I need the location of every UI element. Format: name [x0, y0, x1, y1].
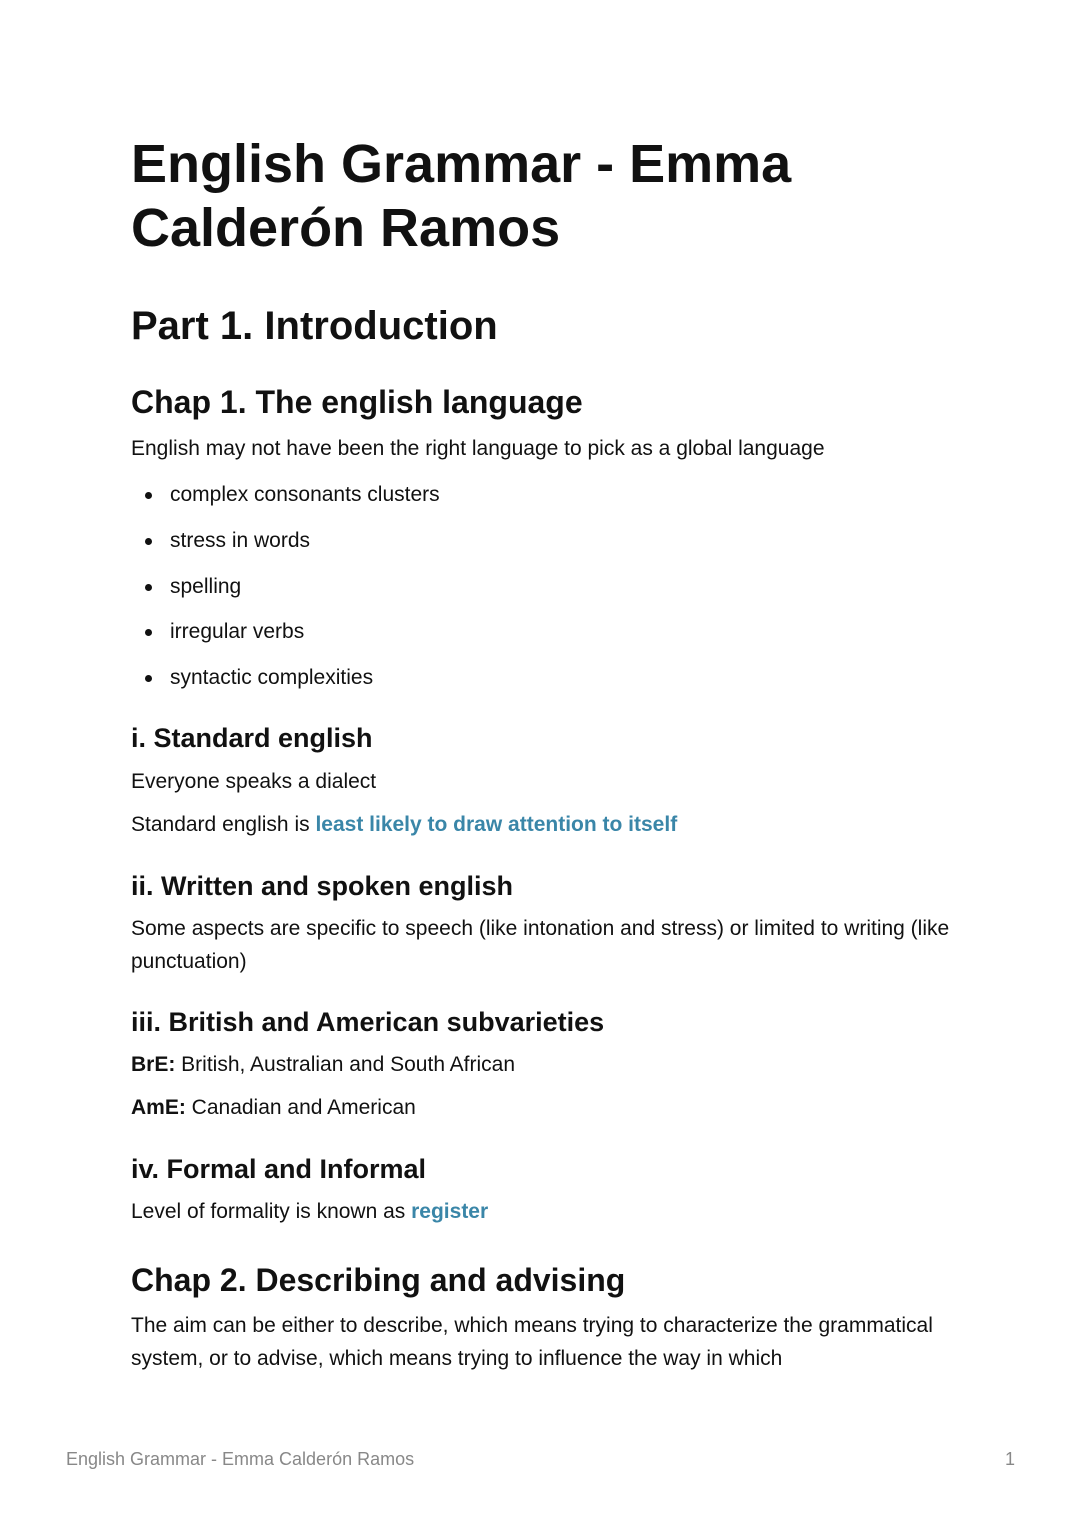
section-ii-heading: ii. Written and spoken english — [131, 871, 514, 901]
list-item — [131, 661, 440, 707]
bre-text: British, Australian and South African — [175, 1053, 516, 1076]
list-item-text: spelling — [170, 574, 242, 598]
bre-label: BrE: — [131, 1053, 176, 1076]
ame-label: AmE: — [131, 1096, 186, 1119]
bullet-icon — [145, 584, 152, 591]
ame-text: Canadian and American — [185, 1096, 416, 1119]
list-item-text: stress in words — [170, 528, 311, 552]
highlight-text: register — [411, 1200, 489, 1223]
section-iii-heading: iii. British and American subvarieties — [131, 1007, 605, 1037]
section-iv-prefix: Level of formality is known as — [131, 1200, 412, 1223]
section-i-heading: i. Standard english — [131, 723, 373, 753]
list-item-text: syntactic complexities — [170, 666, 374, 690]
list-item — [131, 615, 440, 661]
document-title: English Grammar - Emma Calderón Ramos — [131, 134, 792, 258]
section-ii-text: Some aspects are specific to speech (like intonation and stress) or limited to writing (like punctuation) — [131, 917, 950, 973]
chapter-1-heading: Chap 1. The english language — [131, 384, 583, 420]
section-iv-text — [131, 1195, 951, 1228]
section-i-line-1: Everyone speaks a dialect — [131, 770, 377, 793]
page-number: 1 — [1004, 1449, 1015, 1469]
section-i-line-2-prefix: Standard english is — [131, 813, 316, 836]
section-iv-heading: iv. Formal and Informal — [131, 1154, 427, 1184]
list-item-text: complex consonants clusters — [170, 483, 440, 506]
highlight-text: least likely to draw attention to itself — [315, 813, 678, 836]
list-item — [131, 478, 440, 524]
bullet-icon — [145, 538, 152, 545]
chapter-1-intro: English may not have been the right language to pick as a global language — [131, 437, 825, 460]
chapter-2-heading: Chap 2. Describing and advising — [131, 1262, 626, 1298]
bullet-icon — [145, 492, 152, 499]
ame-line — [131, 1091, 951, 1124]
difficulty-list — [131, 478, 440, 707]
footer-title: English Grammar - Emma Calderón Ramos — [66, 1449, 415, 1469]
list-item — [131, 524, 440, 570]
part-title: Part 1. Introduction — [131, 304, 498, 348]
list-item — [131, 570, 440, 616]
list-item-text: irregular verbs — [170, 620, 305, 644]
chapter-2-text: The aim can be either to describe, which means trying to characterize the grammatical system, or to advise, which means trying to influence the way in which — [131, 1314, 933, 1370]
section-i-line-2 — [131, 808, 951, 841]
bre-line — [131, 1048, 951, 1081]
bullet-icon — [145, 629, 152, 636]
bullet-icon — [145, 675, 152, 682]
